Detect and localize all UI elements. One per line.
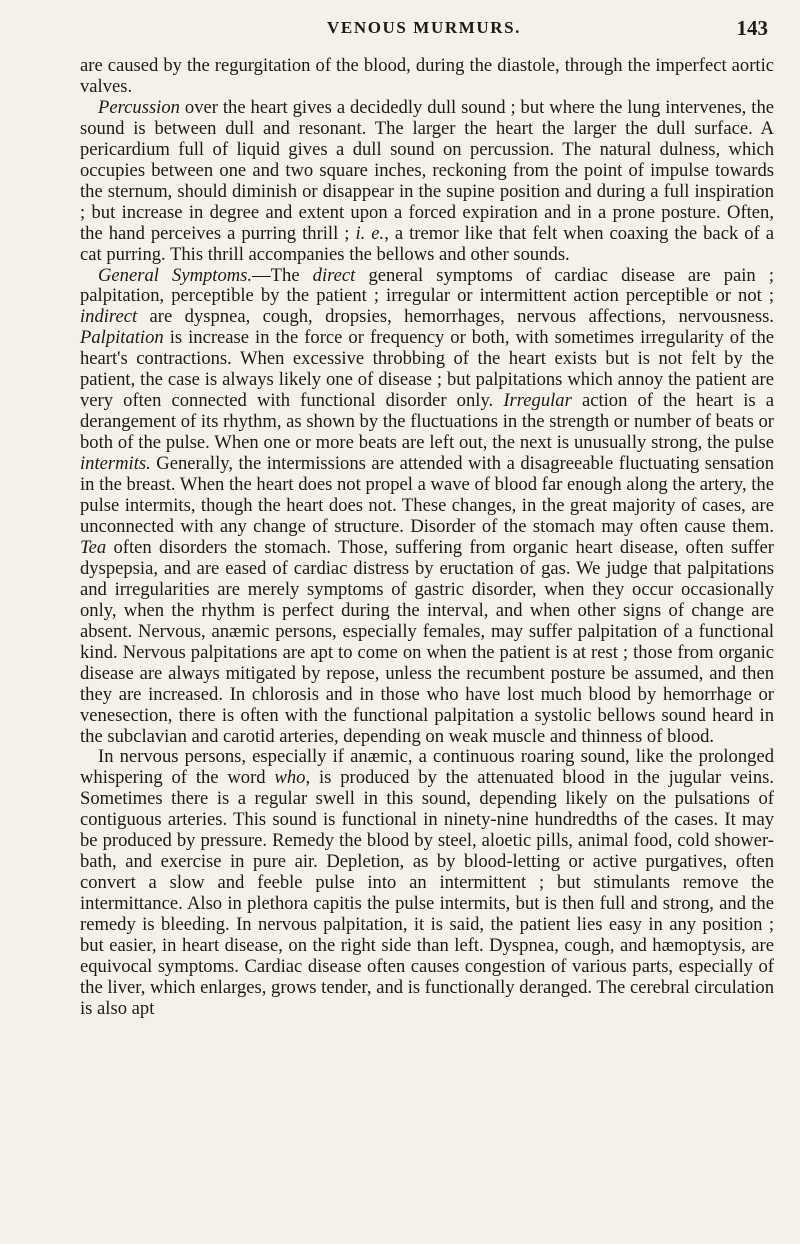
page-number: 143 — [736, 16, 768, 40]
italic-text: General Symptoms. — [98, 264, 253, 286]
running-title: VENOUS MURMURS. — [327, 18, 521, 37]
text-run: Generally, the intermissions are attended with a disagreeable fluctuating sensation in the breast. When the heart does not propel a wave of blood far enough along the artery, the pulse intermits, though the heart does not. These changes, in the great majority of cases, are unconnected with any change of structure. Disorder of the stomach may often cause them. — [80, 453, 774, 537]
running-header — [80, 16, 768, 46]
italic-text: Tea — [80, 536, 107, 558]
paragraph — [80, 266, 774, 748]
text-run: —The — [252, 264, 313, 286]
italic-text: Irregular — [503, 390, 572, 412]
italic-text: intermits. — [80, 453, 151, 475]
text-run: general symptoms of cardiac disease are pain ; palpitation, perceptible by the patient ; irregular or intermittent action perceptible or not ; — [80, 264, 774, 307]
paragraph — [80, 747, 774, 1019]
italic-text: Palpitation — [80, 327, 164, 349]
italic-text: indirect — [80, 306, 138, 328]
text-run: are dyspnea, cough, dropsies, hemorrhages, nervous affections, nervousness. — [137, 306, 774, 328]
text-run: action of the heart is a derangement of its rhythm, as shown by the fluctuations in the strength or number of beats or both of the pulse. When one or more beats are left out, the next is unusually strong, the pulse — [80, 390, 775, 454]
italic-text: who — [274, 767, 306, 789]
paragraph — [80, 56, 774, 98]
italic-text: i. e. — [355, 222, 385, 244]
italic-text: Percussion — [98, 96, 180, 118]
text-run: In nervous persons, especially if anæmic, a continuous roaring sound, like the prolonged whispering of the word — [80, 746, 774, 789]
text-run: are caused by the regurgitation of the blood, during the diastole, through the imperfect aortic valves. — [80, 55, 774, 97]
text-run: is increase in the force or frequency or both, with sometimes irregularity of the heart's contractions. When excessive throbbing of the heart exists but is not felt by the patient, the case is always likely one of disease ; but palpitations which annoy the patient are very often connected with functional disorder only. — [80, 327, 774, 412]
paragraph — [80, 98, 774, 266]
text-run: over the heart gives a decidedly dull sound ; but where the lung intervenes, the sound is between dull and resonant. The larger the heart the larger the dull surface. A pericardium full of liquid gives a dull sound on percussion. The natural dulness, which occupies between one and two square inches, reckoning from the point of impulse towards the sternum, should diminish or disappear in the supine position and during a full inspiration ; but increase in degree and extent upon a forced expiration and in a prone posture. Often, the hand perceives a purring thrill ; — [80, 96, 774, 244]
italic-text: direct — [312, 264, 356, 286]
text-run: , is produced by the attenuated blood in the jugular veins. Sometimes there is a regular swell in this sound, depending likely on the pulsations of contiguous arteries. This sound is functional in ninety-nine hundredths of the cases. It may be produced by pressure. Remedy the blood by steel, aloetic pills, animal food, cold shower-bath, and exercise in pure air. Depletion, as by blood-letting or active purgatives, often convert a slow and feeble pulse into an intermittent ; but stimulants remove the intermittance. Also in plethora capitis the pulse intermits, but is then full and strong, and the remedy is bleeding. In nervous palpitation, it is said, the patient lies easy in any position ; but easier, in heart disease, on the right side than left. Dyspnea, cough, and hæmoptysis, are equivocal symptoms. Cardiac disease often causes congestion of various parts, especially of the liver, which enlarges, grows tender, and is functionally deranged. The cerebral circulation is also apt — [80, 767, 774, 1019]
body-text — [80, 56, 774, 1020]
text-run: , a tremor like that felt when coaxing the back of a cat purring. This thrill accompanies the bellows and other sounds. — [80, 222, 775, 265]
text-run: often disorders the stomach. Those, suffering from organic heart disease, often suffer dyspepsia, and are eased of cardiac distress by eructation of gas. We judge that palpitations and irregularities are merely symptoms of gastric disorder, when they occur occasionally only, when the rhythm is perfect during the interval, and when other signs of change are absent. Nervous, anæmic persons, especially females, may suffer palpitation of a functional kind. Nervous palpitations are apt to come on when the patient is at rest ; those from organic disease are always mitigated by repose, unless the recumbent posture be assumed, and then they are increased. In chlorosis and in those who have lost much blood by hemorrhage or venesection, there is often with the functional palpitation a systolic bellows sound heard in the subclavian and carotid arteries, depending on weak muscle and thinness of blood. — [80, 536, 774, 747]
